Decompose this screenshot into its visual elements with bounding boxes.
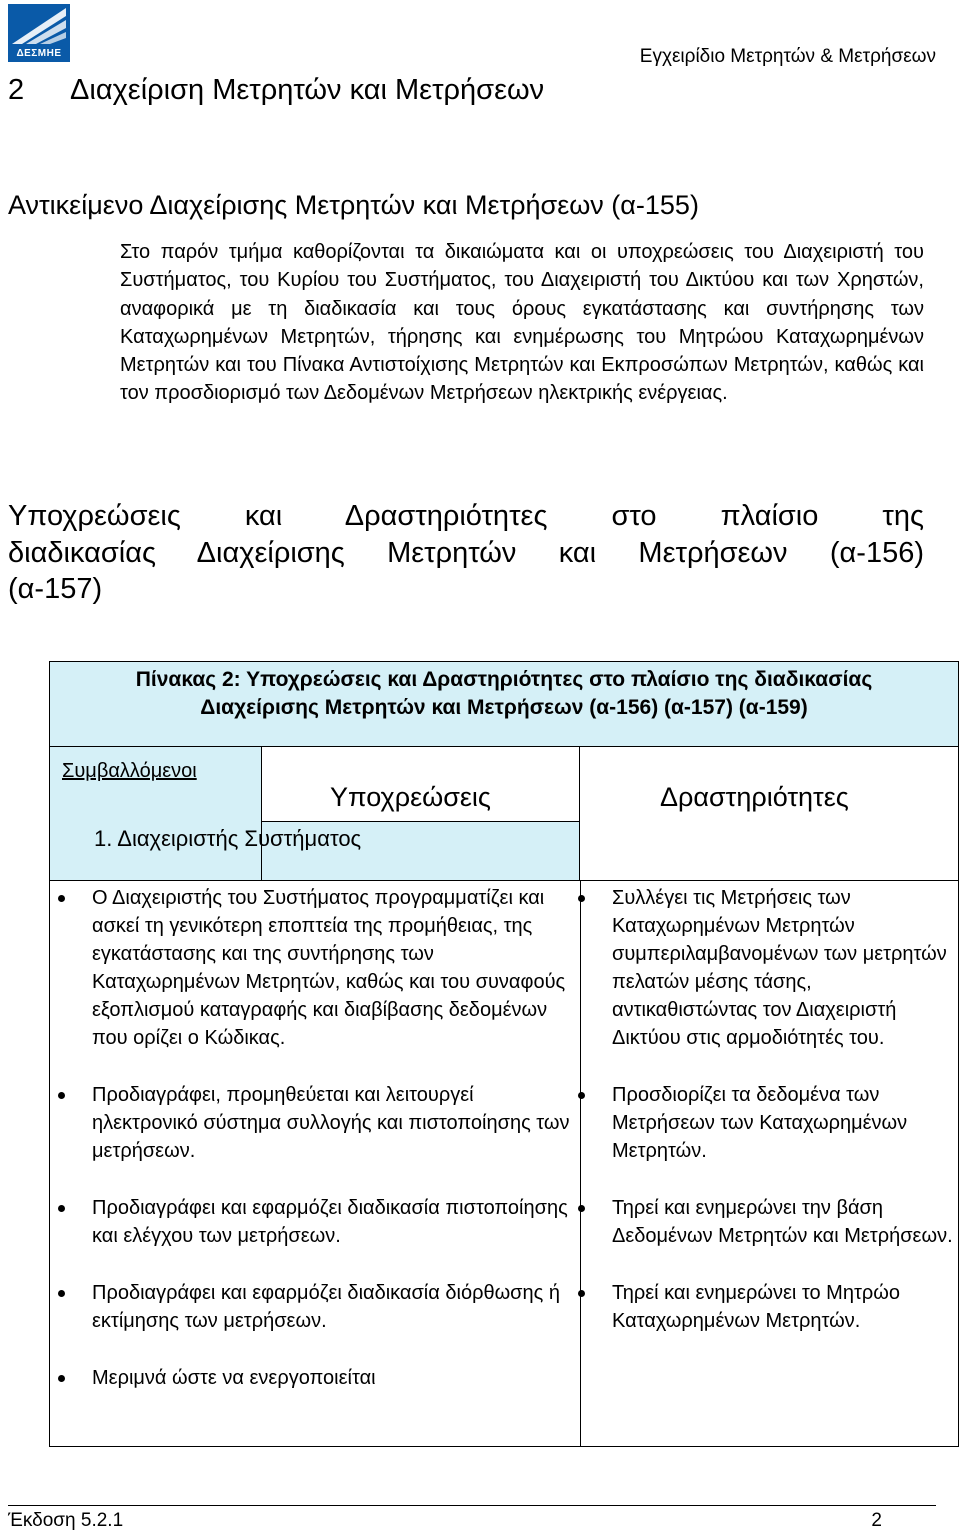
bullet-icon	[58, 895, 65, 902]
list-item-text: Προσδιορίζει τα δεδομένα των Μετρήσεων των Καταχωρημένων Μετρητών.	[612, 1084, 908, 1162]
list-item	[50, 1194, 570, 1250]
bullet-icon	[58, 1375, 65, 1382]
row-label: 1. Διαχειριστής Συστήματος	[94, 826, 362, 851]
obligations-table	[49, 661, 959, 1447]
list-item-text: Μεριμνά ώστε να ενεργοποιείται	[92, 1367, 376, 1389]
section-heading-2	[8, 498, 924, 608]
list-item	[570, 1279, 960, 1335]
list-item-text: Προδιαγράφει και εφαρμόζει διαδικασία πιστοποίησης και ελέγχου των μετρήσεων.	[92, 1197, 568, 1247]
section-paragraph: Στο παρόν τμήμα καθορίζονται τα δικαιώματα και οι υποχρεώσεις του Διαχειριστή του Συστήματος, του Κυρίου του Συστήματος, του Διαχειριστή του Δικτύου και των Χρηστών, αναφορικά με τη διαδικασία και τους όρους εγκατάστασης και συντήρησης των Καταχωρημένων Μετρητών, τήρησης και ενημέρωσης του Μητρώου Καταχωρημένων Μετρητών και του Πίνακα Αντιστοίχισης Μετρητών και Εκπροσώπων Μετρητών, καθώς και τον προσδιορισμό των Δεδομένων Μετρήσεων ηλεκτρικής ενέργειας.	[120, 241, 924, 405]
logo	[8, 4, 70, 62]
bullet-icon	[578, 1092, 585, 1099]
column-header-activities: Δραστηριότητες	[660, 782, 849, 812]
list-item	[570, 1194, 960, 1250]
bullet-icon	[58, 1205, 65, 1212]
list-item-text: Συλλέγει τις Μετρήσεις των Καταχωρημένων Μετρητών συμπεριλαμβανομένων των μετρητών πελατών μέσης τάσης, αντικαθιστώντας τον Διαχειριστή Δικτύου στις αρμοδιότητές του.	[612, 887, 947, 1049]
list-item-text: Τηρεί και ενημερώνει την βάση Δεδομένων Μετρητών και Μετρήσεων.	[612, 1197, 953, 1247]
header-cell-obligations	[262, 747, 580, 880]
section-heading-2-line3: (α-157)	[8, 573, 103, 605]
list-item	[50, 1364, 570, 1392]
bullet-icon	[578, 895, 585, 902]
page-number: 2	[871, 1510, 882, 1531]
activities-list	[570, 884, 960, 1364]
bullet-icon	[578, 1290, 585, 1297]
obligations-list	[50, 884, 570, 1421]
list-item	[50, 1081, 570, 1165]
chapter-heading	[8, 74, 544, 107]
list-item	[50, 1279, 570, 1335]
list-item	[570, 1081, 960, 1165]
list-item	[50, 884, 570, 1052]
document-title: Εγχειρίδιο Μετρητών & Μετρήσεων	[639, 46, 936, 67]
chapter-title: Διαχείριση Μετρητών και Μετρήσεων	[70, 74, 545, 106]
footer-version: Έκδοση 5.2.1	[8, 1510, 124, 1531]
bullet-icon	[58, 1092, 65, 1099]
list-item-text: Προδιαγράφει, προμηθεύεται και λειτουργεί ηλεκτρονικό σύστημα συλλογής και πιστοποίησης των μετρήσεων.	[92, 1084, 570, 1162]
section-heading-2-line1: Υποχρεώσεις και Δραστηριότητες στο πλαίσιο της	[8, 500, 924, 532]
header-divider	[50, 880, 958, 881]
header-cell-activities	[580, 747, 958, 880]
logo-graphic	[8, 4, 70, 46]
footer-divider	[8, 1505, 936, 1506]
list-item-text: Τηρεί και ενημερώνει το Μητρώο Καταχωρημένων Μετρητών.	[612, 1282, 900, 1332]
list-item	[570, 884, 960, 1052]
table-caption	[50, 662, 958, 747]
column-header-obligations: Υποχρεώσεις	[330, 782, 491, 812]
bullet-icon	[58, 1290, 65, 1297]
logo-text: ΔΕΣΜΗΕ	[16, 48, 62, 59]
chapter-number: 2	[8, 74, 25, 106]
bullet-icon	[578, 1205, 585, 1212]
section-heading: Αντικείμενο Διαχείρισης Μετρητών και Μετρήσεων (α-155)	[8, 190, 699, 220]
table-caption-line2: Διαχείρισης Μετρητών και Μετρήσεων (α-156) (α-157) (α-159)	[200, 696, 808, 719]
table-caption-line1: Πίνακας 2: Υποχρεώσεις και Δραστηριότητες στο πλαίσιο της διαδικασίας	[135, 668, 873, 691]
list-item-text: Ο Διαχειριστής του Συστήματος προγραμματίζει και ασκεί τη γενικότερη εποπτεία της προμήθειας, της εγκατάστασης και της συντήρησης των Καταχωρημένων Μετρητών, καθώς και του συναφούς εξοπλισμού καταγραφής και διαβίβασης δεδομένων που ορίζει ο Κώδικας.	[92, 887, 566, 1049]
column-header-contributors: Συμβαλλόμενοι	[62, 760, 197, 782]
section-heading-2-line2: διαδικασίας Διαχείρισης Μετρητών και Μετρήσεων (α-156)	[8, 536, 924, 569]
list-item-text: Προδιαγράφει και εφαρμόζει διαδικασία διόρθωσης ή εκτίμησης των μετρήσεων.	[92, 1282, 560, 1332]
